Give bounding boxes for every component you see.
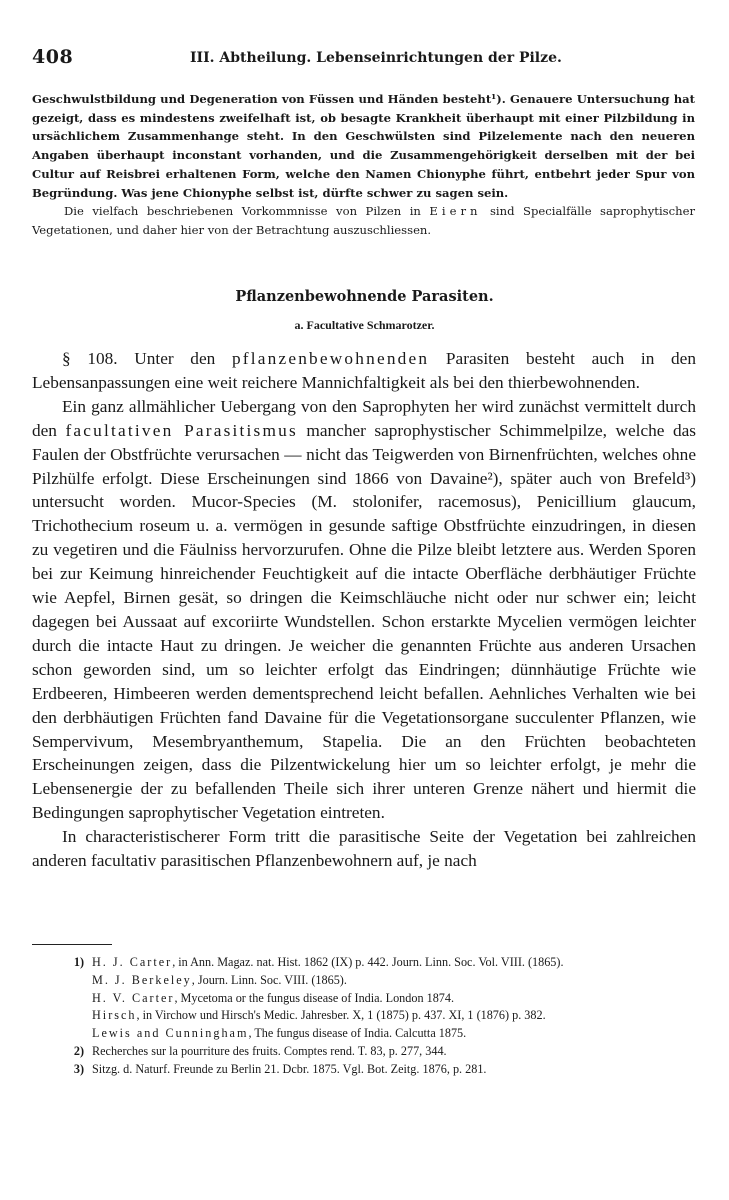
intro-paragraph-1: Geschwulstbildung und Degeneration von Füssen und Händen besteht¹). Genauere Untersuchung hat gezeigt, dass es mindestens zweifelhaft ist, ob besagte Krankheit überhaupt mit einer Pilzbildung in ursächlichem Zusammenhange steht. In den Geschwülsten sind Pilzelemente nach den neueren Angaben überhaupt inconstant vorhanden, und die Zusammengehörigkeit derselben mit der bei Cultur auf Reisbrei erhaltenen Form, welche den Namen Chionyphe führt, entbehrt jeder Spur von Begründung. Was jene Chionyphe selbst ist, dürfte schwer zu sagen sein. xyxy=(32,92,695,200)
footnote-1b xyxy=(32,972,696,990)
footnote-2-number: 2) xyxy=(73,1043,84,1058)
footnote-1e xyxy=(32,1025,696,1043)
intro-text xyxy=(32,90,695,240)
body-p1-text-b: Parasiten besteht auch in den Lebensanpassungen eine weit reichere Mannichfaltigkeit als bei den thierbewohnenden. xyxy=(32,349,696,392)
body-p2-text-a: Ein ganz allmählicher Uebergang von den Saprophyten her wird zunächst vermittelt durch den xyxy=(32,396,696,440)
footnote-1b-citation: , Journ. Linn. Soc. VIII. (1865). xyxy=(191,972,347,987)
body-paragraph-3: In characteristischerer Form tritt die parasitische Seite der Vegetation bei zahlreichen anderen facultativ parasitischen Pflanzenbewohnern auf, je nach xyxy=(32,827,696,871)
body-paragraph-1 xyxy=(32,347,696,395)
footnote-1d-author: Hirsch xyxy=(92,1008,137,1023)
footnote-3-text: Sitzg. d. Naturf. Freunde zu Berlin 21. Dcbr. 1875. Vgl. Bot. Zeitg. 1876, p. 281. xyxy=(92,1061,487,1076)
footnote-1c-citation: , Mycetoma or the fungus disease of India. London 1874. xyxy=(174,990,455,1005)
footnote-1b-author: M. J. Berkeley xyxy=(92,972,192,987)
footnote-1-author: H. J. Carter xyxy=(92,955,173,969)
footnote-2 xyxy=(32,1043,696,1061)
footnote-1-citation: , in Ann. Magaz. nat. Hist. 1862 (IX) p. 442. Journ. Linn. Soc. Vol. VIII. (1865). xyxy=(172,955,564,969)
footnote-3 xyxy=(32,1061,696,1079)
intro-p2-spaced: Eiern xyxy=(429,204,482,219)
body-p2-text-b: mancher saprophystischer Schimmelpilze, welche das Faulen der Obstfrüchte verursachen — nicht das Teigwerden von Birnenfrüchten, welches ohne Pilzhülfe erfolgt. Diese Erscheinungen sind 1866 von Davaine²), später auch von Brefeld³) untersucht worden. Mucor-Species (M. stolonifer, racemosus), Penicillium glaucum, Trichothecium roseum u. a. vermögen in gesunde saftige Obstfrüchte einzudringen, in diesen zu vegetiren und die Fäulniss hervorzurufen. Ohne die Pilze bleibt letztere aus. Werden Sporen bei zur Keimung hinreichender Feuchtigkeit auf die intacte Oberfläche derbhäutiger Früchte wie Aepfel, Birnen gesät, so dringen die Keimschläuche nicht oder nur schwer ein; leicht dagegen bei Aussaat auf excoriirte Wundstellen. Schon erstarkte Mycelien vermögen leichter durch die intacte Haut zu dringen. Je weicher die genannten Früchte aus anderen Ursachen schon geworden sind, um so leichter erfolgt das Eindringen; dünnhäutige Früchte wie Erdbeeren, Himbeeren werden dementsprechend leicht befallen. Aehnliches Verhalten wie bei den derbhäutigen Früchten fand Davaine für die Vegetationsorgane succulenter Pflanzen, wie Sempervivum, Mesembryanthemum, Stapelia. Die an den Früchten beobachteten Erscheinungen zeigen, dass die Pilzentwickelung hier um so leichter erfolgt, je mehr die Lebensenergie der zu befallenden Theile sich ihrer unteren Grenze nähert und hiermit die Bedingungen saprophytischer Vegetation eintreten. xyxy=(32,420,696,823)
intro-p2-text-b: sind Specialfälle saprophytischer Vegetationen, und daher hier von der Betrachtung auszuschliessen. xyxy=(32,204,695,237)
page-number: 408 xyxy=(32,46,74,68)
footnote-1-text xyxy=(92,954,696,972)
footnote-1c xyxy=(32,990,696,1008)
footnote-1d-citation: , in Virchow und Hirsch's Medic. Jahresber. X, 1 (1875) p. 437. XI, 1 (1876) p. 382. xyxy=(136,1008,546,1023)
body-p1-text-a: § 108. Unter den xyxy=(62,349,232,368)
intro-paragraph-2 xyxy=(32,202,695,239)
intro-p2-text-a: Die vielfach beschriebenen Vorkommnisse von Pilzen in xyxy=(64,204,430,219)
footnote-1c-author: H. V. Carter xyxy=(92,990,175,1005)
running-title: III. Abtheilung. Lebenseinrichtungen der Pilze. xyxy=(190,50,562,66)
footnote-1e-citation: , The fungus disease of India. Calcutta 1875. xyxy=(248,1026,467,1041)
footnote-1-number: 1) xyxy=(73,955,84,969)
footnote-1e-author: Lewis and Cunningham xyxy=(92,1026,249,1041)
footnote-rule xyxy=(32,944,112,945)
footnote-2-text: Recherches sur la pourriture des fruits. Comptes rend. T. 83, p. 277, 344. xyxy=(92,1043,447,1058)
footnote-1d xyxy=(32,1007,696,1025)
footnote-1 xyxy=(32,954,696,972)
footnote-3-number: 3) xyxy=(73,1061,84,1076)
body-paragraph-2 xyxy=(32,395,696,825)
subsection-heading: a. Facultative Schmarotzer. xyxy=(294,318,435,332)
body-p2-spaced: facultativen Parasitismus xyxy=(65,420,298,440)
footnotes xyxy=(32,954,696,1079)
section-heading: Pflanzenbewohnende Parasiten. xyxy=(235,288,494,305)
body-p1-spaced: pflanzenbewohnenden xyxy=(231,349,430,368)
main-text xyxy=(32,347,696,873)
